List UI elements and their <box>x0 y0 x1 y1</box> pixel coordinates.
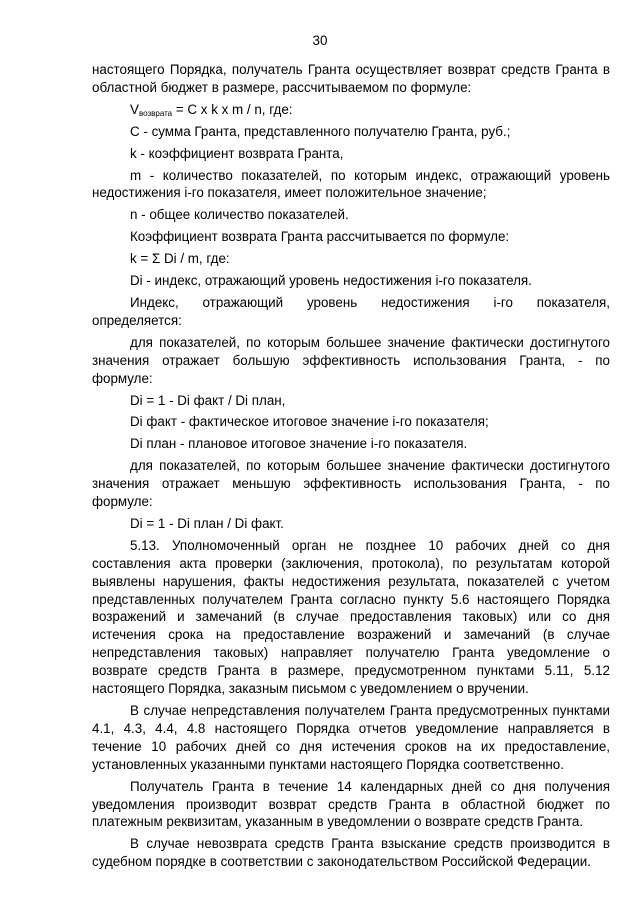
case-2-text: для показателей, по которым большее значение фактически достигнутого значения отражает меньшую эффективность использования Гранта, - по формуле: <box>92 458 610 510</box>
index-line-2: определяется: <box>92 312 182 328</box>
formula-v-subscript: возврата <box>138 108 173 118</box>
definition-m: m - количество показателей, по которым индекс, отражающий уровень недостижения i-го показателя, имеет положительное значение; <box>92 167 610 201</box>
coefficient-intro: Коэффициент возврата Гранта рассчитывается по формуле: <box>130 229 510 245</box>
formula-v-rest: = C x k x m / n, где: <box>172 101 293 117</box>
formula-di-2: Di = 1 - Di план / Di факт. <box>130 515 284 531</box>
formula-k: k = Σ Di / m, где: <box>130 251 230 267</box>
paragraph-intro: настоящего Порядка, получатель Гранта осуществляет возврат средств Гранта в областной бюджет в размере, рассчитываемом по формуле: <box>92 62 610 95</box>
definition-k: k - коэффициент возврата Гранта, <box>130 145 344 161</box>
page-number: 30 <box>312 33 328 48</box>
paragraph-court: В случае невозврата средств Гранта взыскание средств производится в судебном порядке в соответствии с законодательством Российской Федерации. <box>92 836 610 870</box>
paragraph-5-13: 5.13. Уполномоченный орган не позднее 10 рабочих дней со дня составления акта проверки (заключения, протокола), по результатам которой выявлены нарушения, факты недостижения результата, показателей с учетом представленных получателем Гранта согласно пункту 5.6 настоящего Порядка возражений и замечаний (в случае предоставления таковых) или со дня истечения срока на предоставление возражений и замечаний (в случае непредставления таковых) направляет получателю Гранта уведомление о возврате средств Гранта в размере, предусмотренном пунктами 5.11, 5.12 настоящего Порядка, заказным письмом с уведомлением о вручении. <box>92 537 610 697</box>
index-line-1: Индекс, отражающий уровень недостижения i-го показателя, <box>130 294 610 310</box>
definition-di-fact: Di факт - фактическое итоговое значение i-го показателя; <box>130 414 489 430</box>
document-body <box>92 61 610 871</box>
paragraph-nonsubmission: В случае непредставления получателем Гранта предусмотренных пунктами 4.1, 4.3, 4.4, 4.8 настоящего Порядка отчетов уведомление направляется в течение 10 рабочих дней со дня истечения сроков на их предоставление, установленных указанными пунктами настоящего Порядка соответственно. <box>92 703 610 772</box>
definition-c: C - сумма Гранта, представленного получателю Гранта, руб.; <box>130 123 511 139</box>
paragraph-14-days: Получатель Гранта в течение 14 календарных дней со дня получения уведомления производит возврат средств Гранта в областной бюджет по платежным реквизитам, указанным в уведомлении о возврате средств Гранта. <box>92 778 610 830</box>
case-1-text: для показателей, по которым большее значение фактически достигнутого значения отражает большую эффективность использования Гранта, - по формуле: <box>92 334 610 386</box>
definition-di-plan: Di план - плановое итоговое значение i-го показателя. <box>130 436 468 452</box>
formula-v-symbol: V <box>130 101 139 117</box>
definition-di: Di - индекс, отражающий уровень недостижения i-го показателя. <box>130 273 532 289</box>
formula-v-return <box>92 101 610 119</box>
formula-di-1: Di = 1 - Di факт / Di план, <box>130 392 286 408</box>
definition-n: n - общее количество показателей. <box>130 207 349 223</box>
